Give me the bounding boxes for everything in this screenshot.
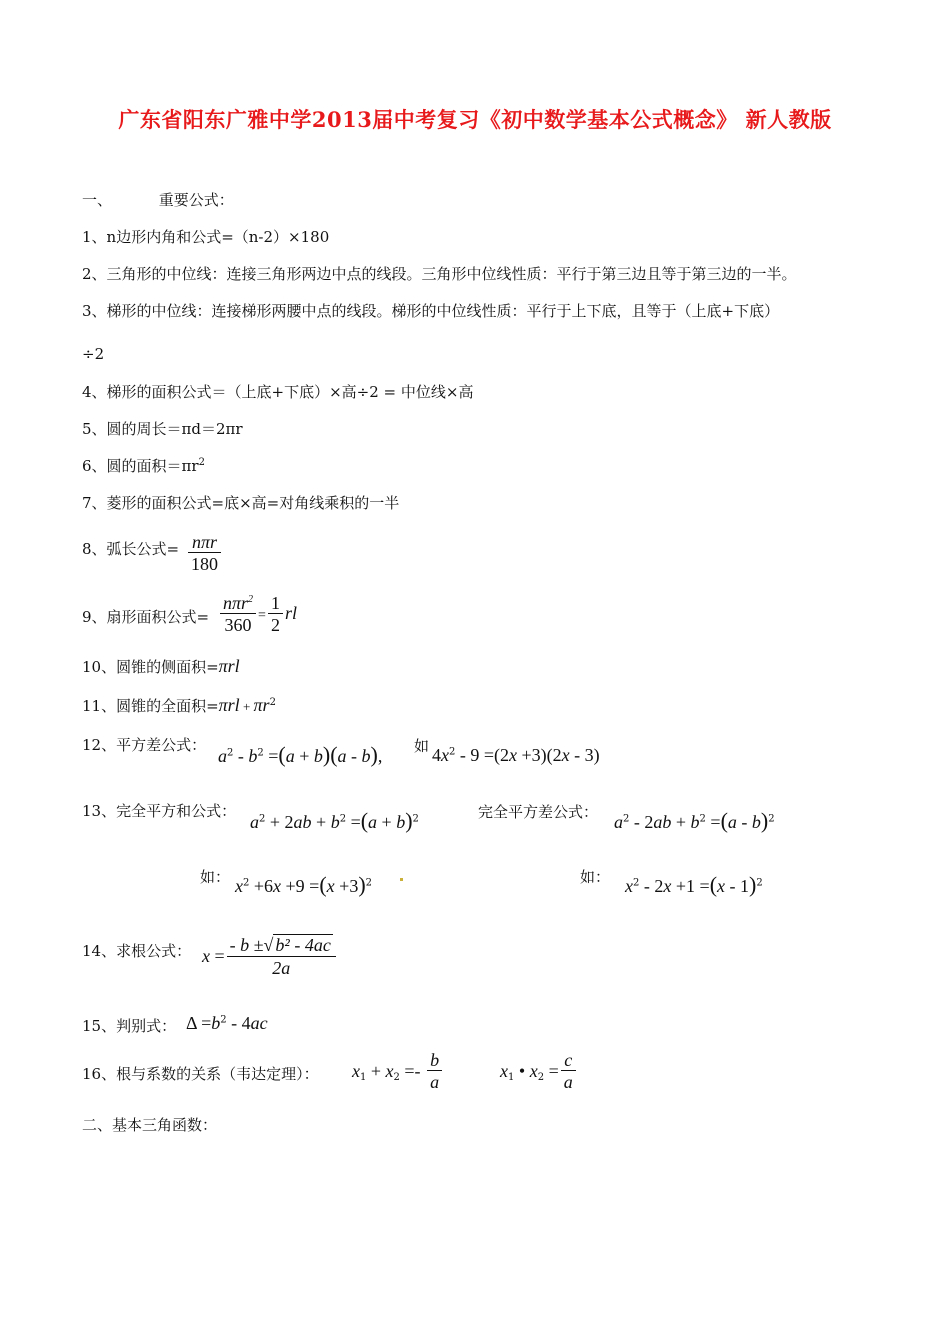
item-4: 4、梯形的面积公式＝（上底+下底）×高÷2 = 中位线×高 xyxy=(82,383,474,401)
item-13-example-2-label: 如： xyxy=(580,868,611,886)
item-13: 13、完全平方和公式： xyxy=(82,802,237,820)
item-14: 14、求根公式： xyxy=(82,942,192,960)
section-heading-1 xyxy=(82,190,234,210)
half-denominator: 2 xyxy=(270,615,280,635)
item-11: 11、圆锥的全面积$=\pi rl + \pi r^2$ xyxy=(82,695,276,715)
item-13-example-1-label: 如： xyxy=(200,868,231,886)
vieta-sum: $x_1 + x_2$ =- $\frac{b}{a}$ xyxy=(352,1050,444,1093)
item-8-label: 8、弧长公式= xyxy=(82,540,180,558)
discriminant-formula: $\Delta =b^2 - 4ac$ xyxy=(186,1013,268,1033)
item-5: 5、圆的周长＝πd＝2πr xyxy=(82,420,243,438)
square-of-difference-formula: $a^2 - 2ab + b^2 =(a - b)^2$ xyxy=(614,808,775,833)
item-9-label: 9、扇形面积公式= xyxy=(82,608,210,626)
quadratic-numerator: - b ±√ b² - 4ac xyxy=(227,934,336,957)
total-area-b: πr xyxy=(253,695,270,715)
vieta-sum-denominator: a xyxy=(430,1072,440,1092)
item-8 xyxy=(82,539,179,559)
item-10 xyxy=(82,656,240,677)
section-label: 重要公式： xyxy=(158,191,234,209)
sector-denominator: 360 xyxy=(224,615,252,635)
vieta-product-numerator: c xyxy=(561,1050,576,1071)
sector-tail: rl xyxy=(284,603,297,623)
half-numerator: 1 xyxy=(268,593,283,614)
square-of-difference-example: $x^2 - 2x +1 =(x - 1)^2$ xyxy=(625,872,763,897)
arc-numerator: nπr xyxy=(188,532,221,553)
item-7: 7、菱形的面积公式=底×高=对角线乘积的一半 xyxy=(82,494,400,512)
item-6 xyxy=(82,456,205,476)
item-10-label: 10、圆锥的侧面积= xyxy=(82,658,219,676)
item-9 xyxy=(82,607,209,627)
vieta-product-denominator: a xyxy=(563,1072,573,1092)
item-13-difference-label: 完全平方差公式： xyxy=(478,803,599,821)
item-2: 2、三角形的中位线：连接三角形两边中点的线段。三角形中位线性质：平行于第三边且等于第三边的一半。 xyxy=(82,265,797,283)
item-3: 3、梯形的中位线：连接梯形两腰中点的线段。梯形的中位线性质：平行于上下底，且等于（上底+下底） xyxy=(82,302,780,320)
item-6-text: 6、圆的面积＝πr xyxy=(82,457,199,475)
sector-numerator: nπr$^2$ xyxy=(220,593,256,614)
section-number: 一、 xyxy=(82,191,113,209)
discriminant-radicand: b² - 4ac xyxy=(275,935,331,955)
stray-mark xyxy=(400,878,403,881)
quadratic-denominator: 2a xyxy=(272,958,291,978)
item-16: 16、根与系数的关系（韦达定理）： xyxy=(82,1065,319,1083)
item-3-continued: ÷2 xyxy=(82,345,105,363)
vieta-product: $x_1$ • $x_2$ = $\frac{c}{a}$ xyxy=(500,1050,578,1093)
square-of-sum-formula: $a^2 + 2ab + b^2 =(a + b)^2$ xyxy=(250,808,419,833)
difference-of-squares-example: $4x^2 - 9 =(2x +3)(2x - 3)$ xyxy=(432,745,600,765)
item-12: 12、平方差公式： xyxy=(82,736,207,754)
item-12-example-label: 如 xyxy=(414,737,430,755)
arc-denominator: 180 xyxy=(191,554,218,574)
section-heading-2: 二、基本三角函数： xyxy=(82,1116,218,1134)
document-title: 广东省阳东广雅中学2013届中考复习《初中数学基本公式概念》 新人教版 xyxy=(118,107,832,132)
item-1: 1、n边形内角和公式=（n-2）×180 xyxy=(82,228,330,246)
quadratic-formula: x = $\frac{\text{- b ±√ b² - 4ac}}{2a}$ xyxy=(202,934,338,979)
arc-length-fraction xyxy=(186,532,223,575)
item-6-exponent: 2 xyxy=(198,457,205,468)
vieta-sum-numerator: b xyxy=(427,1050,442,1071)
total-area-a: πrl xyxy=(218,695,240,715)
difference-of-squares-formula: $a^2 - b^2 =(a + b)(a - b)$, xyxy=(218,742,383,767)
lateral-area-formula: πrl xyxy=(218,656,240,676)
sector-formula: $\frac{n\pi r^2}{360}$ = $\frac{1}{2}$ rl xyxy=(218,593,297,636)
item-11-label: 11、圆锥的全面积= xyxy=(82,697,219,715)
square-of-sum-example: $x^2 +6x +9 =(x +3)^2$ xyxy=(235,872,373,897)
item-15: 15、判别式： xyxy=(82,1017,177,1035)
